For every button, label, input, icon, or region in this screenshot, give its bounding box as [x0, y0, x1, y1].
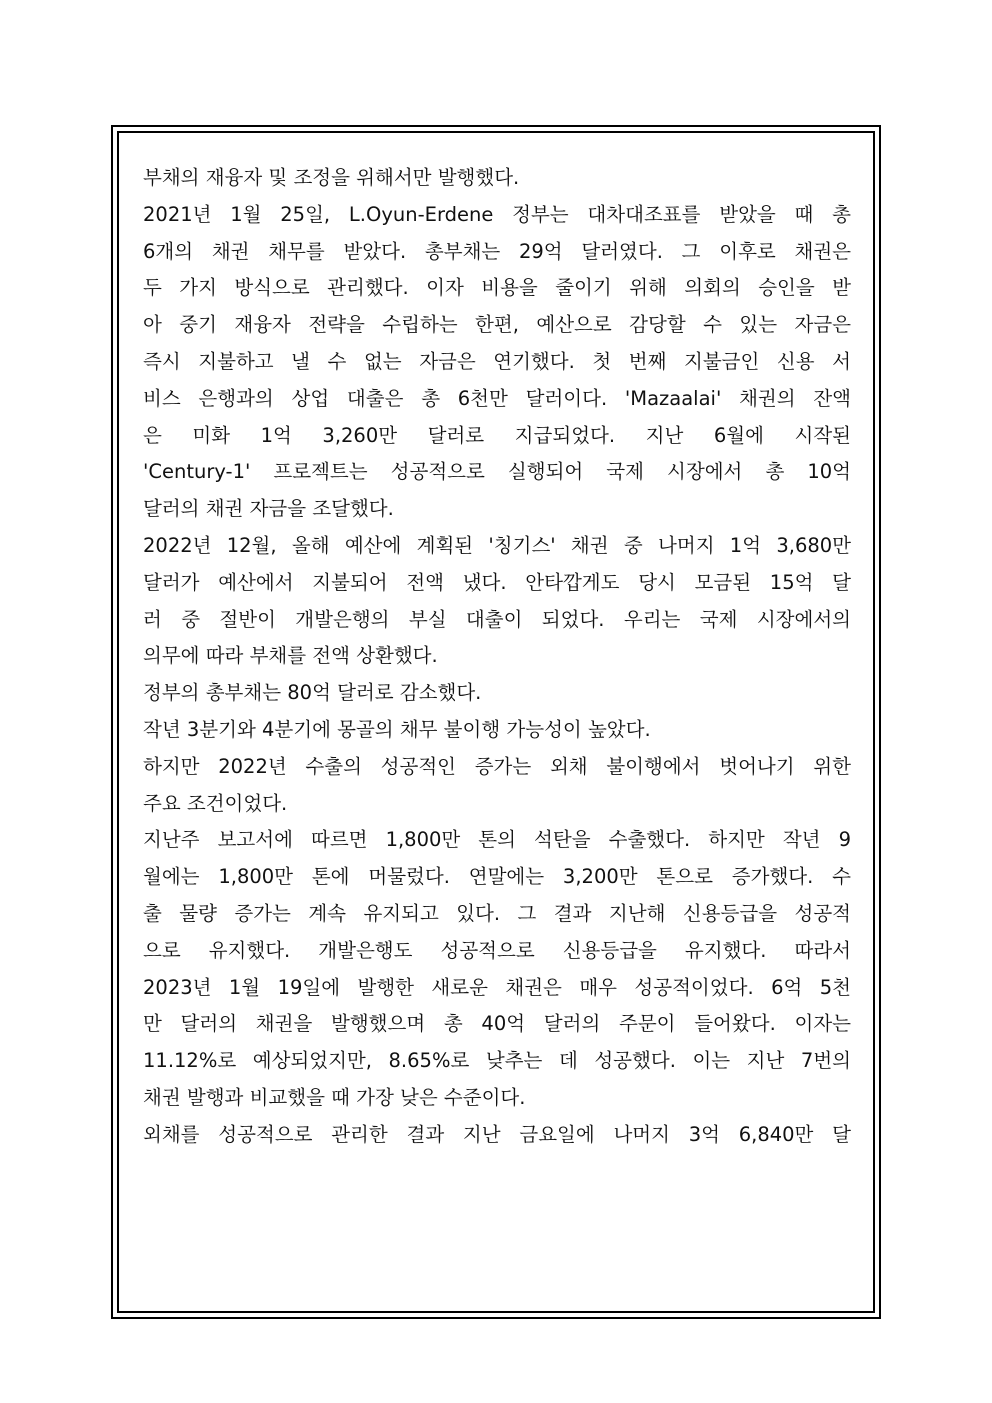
text-line: 월에는 1,800만 톤에 머물렀다. 연말에는 3,200만 톤으로 증가했다. 수	[143, 865, 851, 889]
text-line: 2022년 12월, 올해 예산에 계획된 '칭기스' 채권 중 나머지 1억 3,680만	[143, 533, 851, 557]
document-body	[143, 160, 851, 1154]
text-line: 출 물량 증가는 계속 유지되고 있다. 그 결과 지난해 신용등급을 성공적	[143, 901, 851, 925]
text-line: 주요 조건이었다.	[143, 791, 288, 815]
text-line: 즉시 지불하고 낼 수 없는 자금은 연기했다. 첫 번째 지불금인 신용 서	[143, 349, 851, 373]
text-line: 2023년 1월 19일에 발행한 새로운 채권은 매우 성공적이었다. 6억 5천	[143, 975, 851, 999]
text-line: 달러가 예산에서 지불되어 전액 냈다. 안타깝게도 당시 모금된 15억 달	[143, 570, 851, 594]
text-line: 채권 발행과 비교했을 때 가장 낮은 수준이다.	[143, 1085, 526, 1109]
text-line: 'Century-1' 프로젝트는 성공적으로 실행되어 국제 시장에서 총 10억	[143, 460, 851, 484]
text-line: 아 중기 재융자 전략을 수립하는 한편, 예산으로 감당할 수 있는 자금은	[143, 313, 851, 337]
text-line: 러 중 절반이 개발은행의 부실 대출이 되었다. 우리는 국제 시장에서의	[143, 607, 851, 631]
text-line: 정부의 총부채는 80억 달러로 감소했다.	[143, 681, 482, 705]
text-line: 11.12%로 예상되었지만, 8.65%로 낮추는 데 성공했다. 이는 지난 7번의	[143, 1049, 851, 1073]
text-line: 하지만 2022년 수출의 성공적인 증가는 외채 불이행에서 벗어나기 위한	[143, 754, 851, 778]
text-line: 만 달러의 채권을 발행했으며 총 40억 달러의 주문이 들어왔다. 이자는	[143, 1012, 851, 1036]
text-line: 두 가지 방식으로 관리했다. 이자 비용을 줄이기 위해 의회의 승인을 받	[143, 276, 851, 300]
text-line: 부채의 재융자 및 조정을 위해서만 발행했다.	[143, 166, 520, 189]
text-line: 의무에 따라 부채를 전액 상환했다.	[143, 644, 438, 668]
text-line: 외채를 성공적으로 관리한 결과 지난 금요일에 나머지 3억 6,840만 달	[143, 1122, 851, 1146]
text-line: 작년 3분기와 4분기에 몽골의 채무 불이행 가능성이 높았다.	[143, 717, 651, 741]
text-line: 달러의 채권 자금을 조달했다.	[143, 497, 394, 521]
text-line: 지난주 보고서에 따르면 1,800만 톤의 석탄을 수출했다. 하지만 작년 9	[143, 828, 851, 852]
text-line: 비스 은행과의 상업 대출은 총 6천만 달러이다. 'Mazaalai' 채권의 잔액	[143, 386, 851, 410]
text-line: 2021년 1월 25일, L.Oyun-Erdene 정부는 대차대조표를 받았을 때 총	[143, 202, 851, 226]
text-line: 6개의 채권 채무를 받았다. 총부채는 29억 달러였다. 그 이후로 채권은	[143, 239, 851, 263]
text-line: 은 미화 1억 3,260만 달러로 지급되었다. 지난 6월에 시작된	[143, 423, 851, 447]
text-line: 으로 유지했다. 개발은행도 성공적으로 신용등급을 유지했다. 따라서	[143, 938, 851, 962]
